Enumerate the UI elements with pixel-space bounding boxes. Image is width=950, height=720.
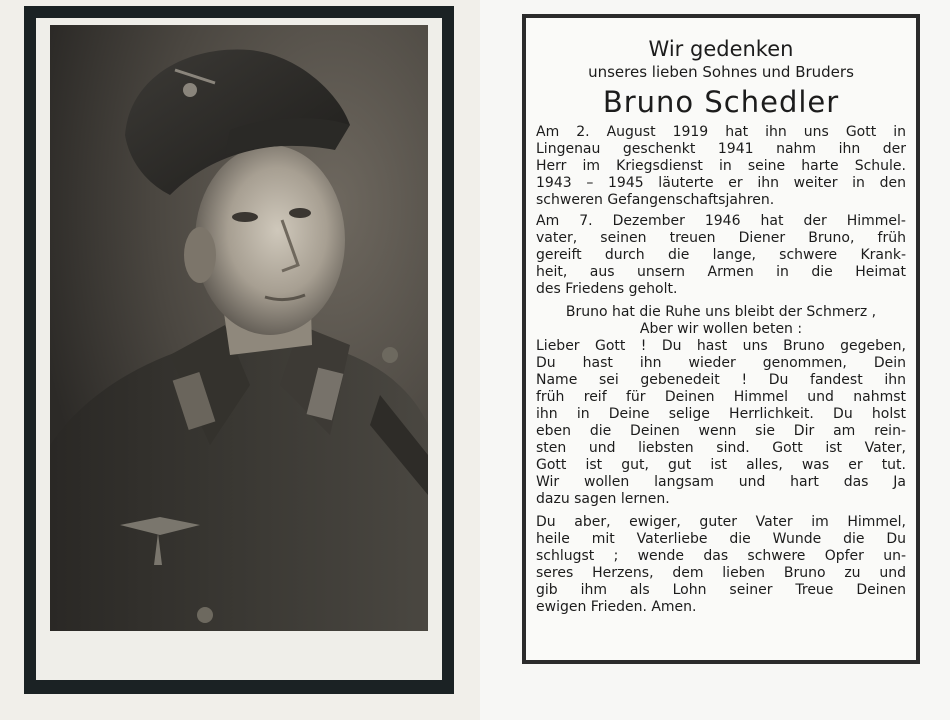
closing-paragraph [536,514,906,616]
text-line: dazu sagen lernen. [536,491,670,507]
text-line: sten und liebsten sind. Gott ist Vater, [536,440,906,456]
text-line: ihn in Deine selige Herrlichkeit. Du holst [536,406,906,422]
subheading: unseres lieben Sohnes und Bruders [588,63,854,81]
paragraph-death [536,213,906,298]
prayer-paragraph [536,338,906,508]
text-line: Am 2. August 1919 hat ihn uns Gott in [536,124,906,140]
portrait-photo [50,25,428,631]
heading: Wir gedenken [648,37,794,61]
text-line: gib ihm als Lohn seiner Treue Deinen [536,582,906,598]
text-line: Lingenau geschenkt 1941 nahm ihn der [536,141,906,157]
text-frame [522,14,920,664]
text-line: seres Herzens, dem lieben Bruno zu und [536,565,906,581]
text-line: Du aber, ewiger, guter Vater im Himmel, [536,514,906,530]
deceased-name: Bruno Schedler [602,85,840,119]
text-line: schlugst ; wende das schwere Opfer un- [536,548,906,564]
text-line: Du hast ihn wieder genommen, Dein [536,355,906,371]
text-line: heile mit Vaterliebe die Wunde die Du [536,531,906,547]
text-line: gereift durch die lange, schwere Krank- [536,247,906,263]
memorial-text [536,36,906,622]
text-line: Name sei gebenedeit ! Du fandest ihn [536,372,906,388]
quote-line: Bruno hat die Ruhe uns bleibt der Schmerz , [565,304,877,320]
text-line: Gott ist gut, gut ist alles, was er tut. [536,457,906,473]
paragraph-birth [536,124,906,209]
portrait-image [50,25,428,631]
text-line: Am 7. Dezember 1946 hat der Himmel- [536,213,906,229]
text-card [480,0,950,720]
text-line: Herr im Kriegsdienst in seine harte Schule. [536,158,906,174]
text-line: 1943 – 1945 läuterte er ihn weiter in den [536,175,906,191]
text-line: ewigen Frieden. Amen. [536,599,697,615]
text-line: heit, aus unsern Armen in die Heimat [536,264,906,280]
prayer-intro: Aber wir wollen beten : [639,321,803,337]
text-line: früh reif für Deinen Himmel und nahmst [536,389,906,405]
text-line: schweren Gefangenschaftsjahren. [536,192,775,208]
text-line: vater, seinen treuen Diener Bruno, früh [536,230,906,246]
text-line: Lieber Gott ! Du hast uns Bruno gegeben, [536,338,906,354]
text-line: des Friedens geholt. [536,281,678,297]
text-line: Wir wollen langsam und hart das Ja [536,474,906,490]
text-line: eben die Deinen wenn sie Dir am rein- [536,423,906,439]
